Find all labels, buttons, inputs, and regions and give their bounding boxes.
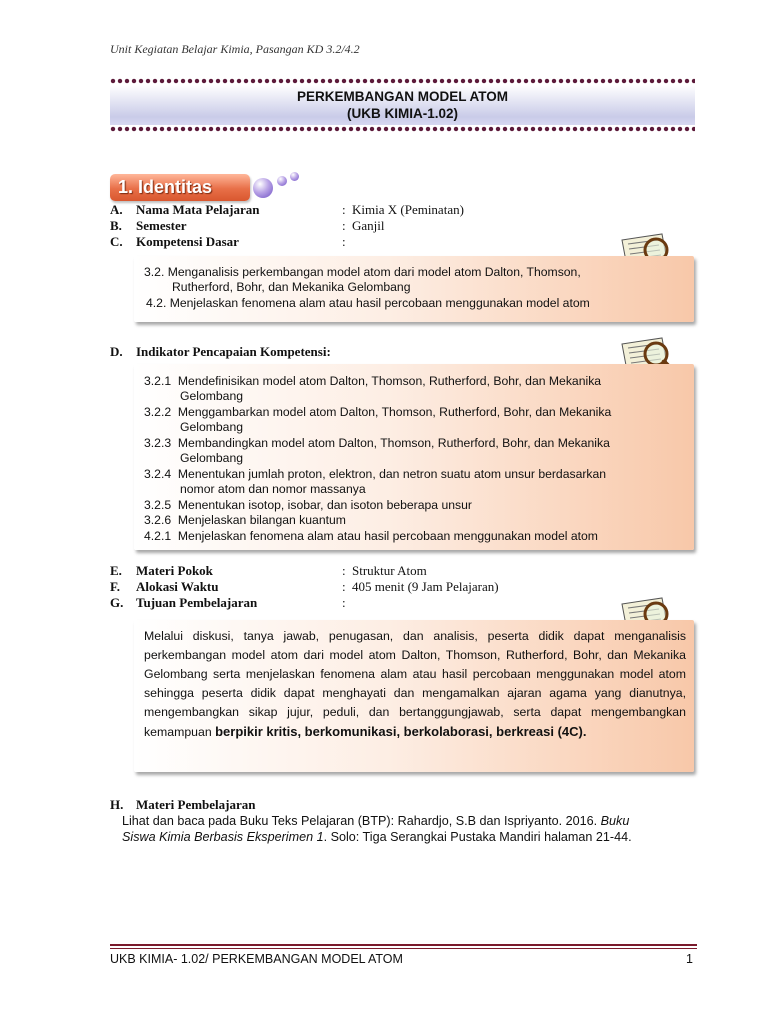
row-colon: : [342,218,346,233]
section-banner-label: 1. Identitas [118,177,213,197]
row-label: Indikator Pencapaian Kompetensi: [136,344,331,359]
title-dotted-border-bottom [110,126,695,132]
title-dotted-border-top [110,78,695,84]
row-colon: : [342,234,346,249]
row-label: Materi Pokok [136,563,213,578]
ipk-item [144,374,601,389]
row-key: B. [110,218,122,233]
row-key: D. [110,344,123,359]
ipk-number: 3.2.2 [144,405,172,419]
bubble-icon [253,178,273,198]
kd-line-3-2: 3.2. Menganalisis perkembangan model atom dari model atom Dalton, Thomson, [144,265,581,279]
kd-line-3-2-cont: Rutherford, Bohr, dan Mekanika Gelombang [172,280,411,294]
ipk-number: 3.2.3 [144,436,172,450]
section-banner-identitas [110,174,250,201]
ipk-item-cont: Gelombang [180,389,244,403]
tujuan-paragraph [144,627,686,742]
row-value: 405 menit (9 Jam Pelajaran) [352,579,499,594]
running-header: Unit Kegiatan Belajar Kimia, Pasangan KD 3.2/4.2 [110,42,360,56]
row-label: Nama Mata Pelajaran [136,202,260,217]
row-colon: : [342,595,346,610]
row-label: Semester [136,218,187,233]
ipk-text: Menggambarkan model atom Dalton, Thomson, Rutherford, Bohr, dan Mekanika [177,405,612,419]
ipk-text: Menentukan jumlah proton, elektron, dan netron suatu atom unsur berdasarkan [177,467,607,481]
row-value: Struktur Atom [352,563,427,578]
row-label: Alokasi Waktu [136,579,219,594]
ipk-item [144,436,610,451]
ipk-item [144,529,598,544]
ipk-item [144,405,611,420]
ipk-text: Menjelaskan fenomena alam atau hasil percobaan menggunakan model atom [177,529,598,543]
row-key: A. [110,202,123,217]
row-label: Tujuan Pembelajaran [136,595,258,610]
ipk-text: Menjelaskan bilangan kuantum [177,513,346,527]
footer-rule [110,944,697,946]
footer-rule [110,948,697,949]
ipk-number: 3.2.5 [144,498,172,512]
materi-reference-line-1 [122,813,629,829]
row-key: E. [110,563,122,578]
ipk-text: Mendefinisikan model atom Dalton, Thomson, Rutherford, Bohr, dan Mekanika [177,374,602,388]
ipk-number: 3.2.1 [144,374,172,388]
ipk-item [144,513,346,528]
row-colon: : [342,202,346,217]
row-value: Kimia X (Peminatan) [352,202,464,217]
tujuan-text: Melalui diskusi, tanya jawab, penugasan, dan analisis, peserta didik dapat menganalisis perkembangan model atom dari model atom Dalton, Thomson, Rutherford, Bohr, dan Mekanika Gelombang serta menjelaskan fenomena alam atau hasil percobaan menggunakan model atom sehingga peserta didik dapat menghayati dan mengamalkan ajaran agama yang dianutnya, mengembangkan sikap jujur, peduli, dan bertanggungjawab, serta dapat mengembangkan kemampuan [144,629,686,739]
title-line-2: (UKB KIMIA-1.02) [346,106,458,121]
bubble-icon [290,172,299,181]
tujuan-box [134,620,694,772]
materi-reference-line-2 [122,829,632,845]
row-key: F. [110,579,120,594]
ipk-number: 4.2.1 [144,529,172,543]
row-key: H. [110,797,124,812]
row-key: C. [110,234,123,249]
ipk-text: Membandingkan model atom Dalton, Thomson, Rutherford, Bohr, dan Mekanika [177,436,610,450]
title-band [110,78,695,132]
ipk-item-cont: Gelombang [180,420,244,434]
ipk-item-cont: nomor atom dan nomor massanya [180,482,366,496]
row-label: Materi Pembelajaran [136,797,256,812]
page-number: 1 [686,952,693,966]
reference-italic: Buku [600,814,630,828]
tujuan-bold-text: berpikir kritis, berkomunikasi, berkolaborasi, berkreasi (4C). [215,724,587,739]
row-colon: : [342,579,346,594]
ipk-item [144,467,606,482]
ipk-number: 3.2.6 [144,513,172,527]
reference-text: Lihat dan baca pada Buku Teks Pelajaran (BTP): Rahardjo, S.B dan Ispriyanto. 2016. [122,814,598,828]
page-title [110,88,695,122]
ipk-number: 3.2.4 [144,467,172,481]
title-line-1: PERKEMBANGAN MODEL ATOM [296,89,508,104]
row-key: G. [110,595,124,610]
row-colon: : [342,563,346,578]
row-label: Kompetensi Dasar [136,234,239,249]
row-value: Ganjil [352,218,385,233]
kd-line-4-2: 4.2. Menjelaskan fenomena alam atau hasil percobaan menggunakan model atom [146,296,590,310]
reference-italic: Siswa Kimia Berbasis Eksperimen 1 [122,830,324,844]
reference-text: . Solo: Tiga Serangkai Pustaka Mandiri halaman 21-44. [323,830,632,844]
bubble-icon [277,176,287,186]
ipk-box [134,364,694,550]
kd-box [134,256,694,322]
ipk-item-cont: Gelombang [180,451,244,465]
ipk-text: Menentukan isotop, isobar, dan isoton beberapa unsur [177,498,472,512]
ipk-item [144,498,472,513]
footer-title: UKB KIMIA- 1.02/ PERKEMBANGAN MODEL ATOM [110,952,403,966]
